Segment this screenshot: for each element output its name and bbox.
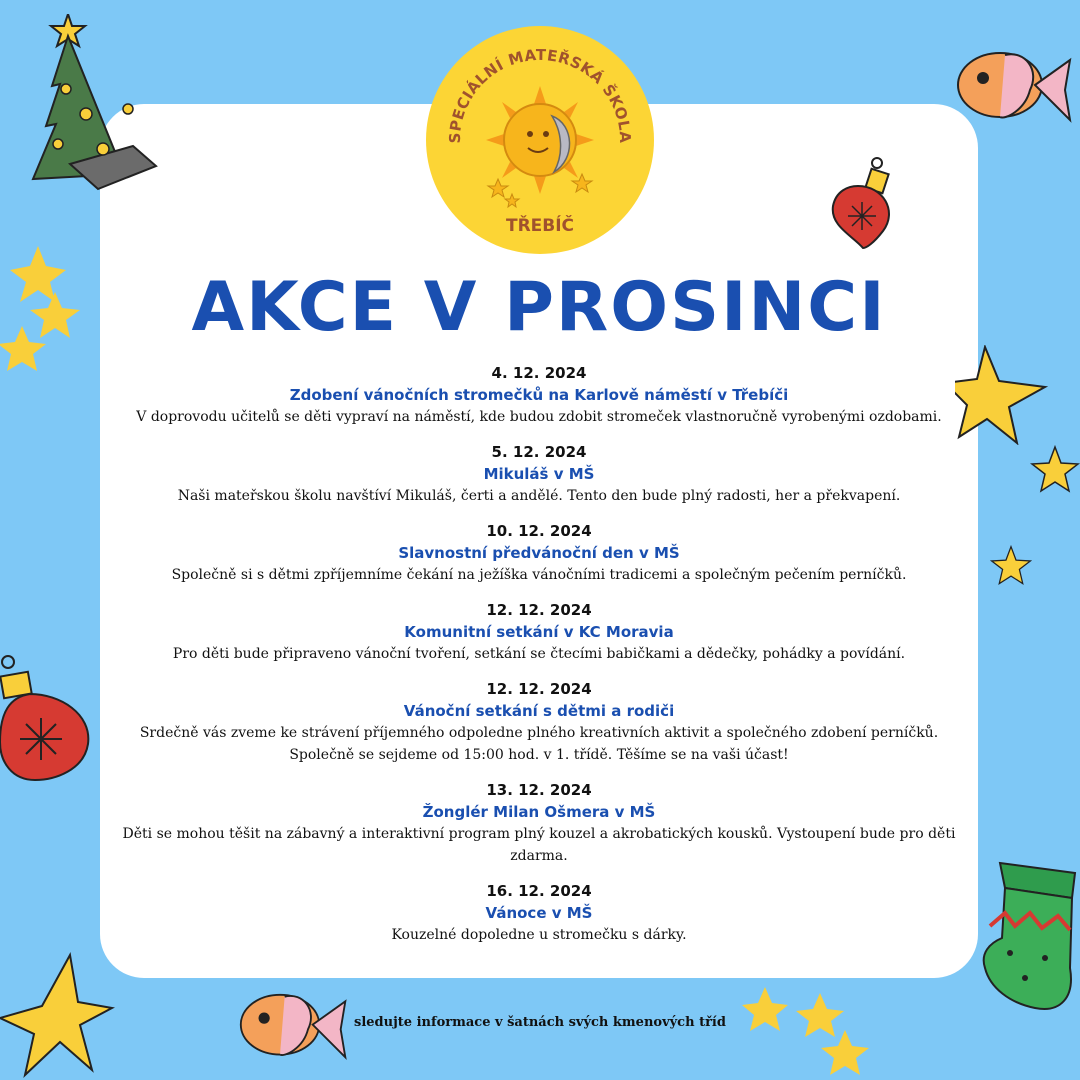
event-name: Zdobení vánočních stromečků na Karlově náměstí v Třebíči bbox=[289, 386, 789, 404]
stocking-icon bbox=[980, 858, 1080, 1018]
sun-moon-icon bbox=[486, 86, 594, 194]
ornament-icon bbox=[0, 652, 96, 784]
ornament-icon bbox=[828, 156, 898, 252]
event-item bbox=[100, 678, 978, 766]
event-description: V doprovodu učitelů se děti vypraví na náměstí, kde budou zdobit stromeček vlastnoručně vyrobenými ozdobami. bbox=[136, 409, 942, 425]
event-name: Komunitní setkání v KC Moravia bbox=[404, 623, 674, 641]
stars-cluster-icon bbox=[740, 985, 880, 1080]
event-item bbox=[100, 441, 978, 507]
event-description: Společně si s dětmi zpříjemníme čekání na ježíška vánočními tradicemi a společným pečením perníčků. bbox=[171, 567, 907, 583]
event-date: 5. 12. 2024 bbox=[491, 443, 587, 461]
logo-city: TŘEBÍČ bbox=[505, 216, 575, 236]
event-date: 13. 12. 2024 bbox=[486, 781, 592, 799]
footer-note: sledujte informace v šatnách svých kmenových tříd bbox=[354, 1015, 726, 1030]
fish-icon bbox=[955, 30, 1075, 130]
event-date: 4. 12. 2024 bbox=[491, 364, 587, 382]
event-description: Děti se mohou těšit na zábavný a interaktivní program plný kouzel a akrobatických kousků. Vystoupení bude pro děti zdarma. bbox=[122, 826, 956, 864]
event-name: Vánoce v MŠ bbox=[485, 904, 593, 922]
christmas-tree-icon bbox=[28, 14, 168, 199]
event-item bbox=[100, 779, 978, 867]
event-name: Slavnostní předvánoční den v MŠ bbox=[398, 544, 680, 562]
event-date: 12. 12. 2024 bbox=[486, 680, 592, 698]
event-date: 12. 12. 2024 bbox=[486, 601, 592, 619]
event-description: Pro děti bude připraveno vánoční tvoření, setkání se čtecími babičkami a dědečky, pohádky a povídání. bbox=[172, 646, 906, 662]
star-icon bbox=[990, 545, 1032, 587]
event-description: Naši mateřskou školu navštíví Mikuláš, čerti a andělé. Tento den bude plný radosti, her a překvapení. bbox=[177, 488, 901, 504]
page-title: AKCE V PROSINCI bbox=[191, 268, 887, 347]
event-item bbox=[100, 520, 978, 586]
event-name: Žonglér Milan Ošmera v MŠ bbox=[422, 803, 656, 821]
event-description: Srdečně vás zveme ke strávení příjemného odpoledne plného kreativních aktivit a společného zdobení perníčků. Společně se sejdeme od 15:00 hod. v 1. třídě. Těšíme se na vaši účast! bbox=[139, 725, 939, 763]
event-date: 16. 12. 2024 bbox=[486, 882, 592, 900]
event-item bbox=[100, 362, 978, 428]
event-date: 10. 12. 2024 bbox=[486, 522, 592, 540]
event-item bbox=[100, 880, 978, 946]
logo-arc-text: SPECIÁLNÍ MATEŘSKÁ ŠKOLA bbox=[445, 45, 635, 144]
events-list bbox=[100, 362, 978, 959]
school-logo bbox=[424, 24, 656, 256]
event-item bbox=[100, 599, 978, 665]
event-name: Mikuláš v MŠ bbox=[483, 465, 595, 483]
event-name: Vánoční setkání s dětmi a rodiči bbox=[403, 702, 675, 720]
star-icon bbox=[1030, 445, 1080, 495]
event-description: Kouzelné dopoledne u stromečku s dárky. bbox=[391, 927, 687, 943]
stars-cluster-icon bbox=[0, 244, 95, 384]
